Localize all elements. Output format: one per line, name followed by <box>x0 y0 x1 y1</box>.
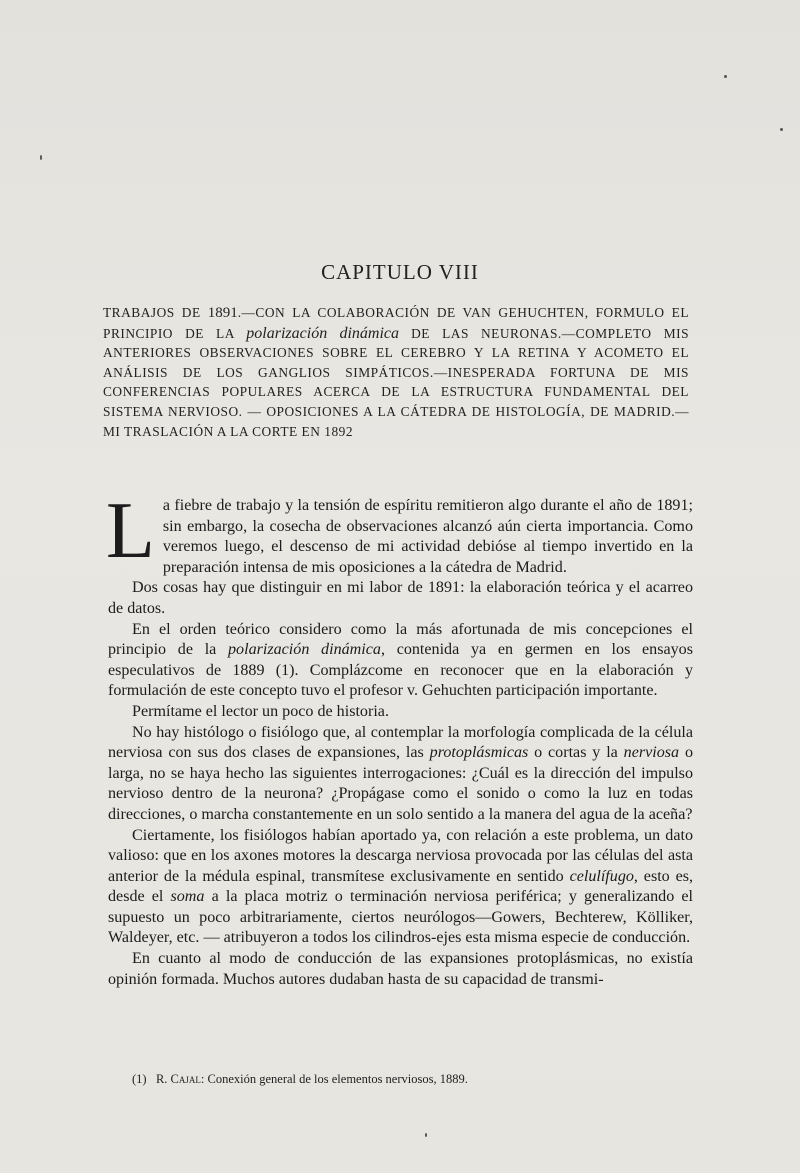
p3-text-a: En el orden teórico considero como la más afortunada de mis concepciones el principio de la <box>108 620 693 659</box>
paragraph-3 <box>108 620 693 702</box>
footnote-author: R. Cajal: <box>155 1072 205 1086</box>
p6-text-c: , esto es, desde el <box>108 867 693 906</box>
paragraph-4: Permítame el lector un poco de historia. <box>132 702 389 720</box>
p5-italic-b: protoplásmicas <box>429 744 529 762</box>
p6-italic-d: soma <box>170 888 205 906</box>
footnote-text: Conexión general de los elementos nerviosos, 1889. <box>207 1072 468 1086</box>
p6-text-e: a la placa motriz o terminación nerviosa periférica; y generalizando el supuesto un poco arbitrariamente, ciertos neurólogos—Gowers, Bechterew, Kölliker, Waldeyer, etc. — atribuyeron a todos los cilindros-ejes esta misma especie de conducción. <box>108 888 693 947</box>
p5-text-c: o cortas y la <box>528 744 624 762</box>
scan-speck <box>780 128 783 131</box>
p6-italic-b: celulífugo <box>569 867 634 885</box>
scan-speck <box>724 75 727 78</box>
scan-speck <box>425 1133 427 1137</box>
paragraph-5 <box>108 723 693 826</box>
paragraph-1 <box>106 487 693 578</box>
paragraph-6 <box>108 826 693 950</box>
p5-italic-d: nerviosa <box>623 744 680 762</box>
paragraph-1-text: a fiebre de trabajo y la tensión de espíritu remitieron algo durante el año de 1891; sin embargo, la cosecha de observaciones alcanzó aún cierta importancia. Como veremos luego, el descenso de mi actividad debióse al tiempo invertido en la preparación intensa de mis oposiciones a la cátedra de Madrid. <box>162 497 693 576</box>
chapter-title: CAPITULO VIII <box>321 260 479 284</box>
p6-text-a: Ciertamente, los fisiólogos habían aportado ya, con relación a este problema, un dato valioso: que en los axones motores la descarga nerviosa provocada por las células del asta anterior de la médula espinal, transmítese exclusivamente en sentido <box>108 826 693 885</box>
p3-italic: polarización dinámica <box>228 641 381 659</box>
drop-cap: L <box>106 487 155 575</box>
footnote <box>132 1072 692 1087</box>
summary-part2: .—CON LA COLABORACIÓN DE VAN GEHUCHTEN, FORMULO EL PRINCIPIO DE LA <box>103 305 689 341</box>
summary-year: 1891 <box>207 305 238 321</box>
p5-text-e: o larga, no se haya hecho las siguientes interrogaciones: ¿Cuál es la dirección del impulso nervioso dentro de la neurona? ¿Propágase como el sonido o como la luz en todas direcciones, o marcha constantemente en un solo sentido a la manera del agua de la aceña? <box>108 744 694 823</box>
chapter-body <box>106 487 694 990</box>
p3-text-c: , contenida ya en germen en los ensayos especulativos de 1889 (1). Complázcome en reconocer que en la elaboración y formulación de este concepto tuvo el profesor v. Gehuchten participación importante. <box>108 641 693 700</box>
bleed-through-text <box>110 128 700 147</box>
paragraph-2: Dos cosas hay que distinguir en mi labor de 1891: la elaboración teórica y el acarreo de datos. <box>108 579 693 617</box>
scan-speck <box>40 155 42 160</box>
summary-part3: DE LAS NEURONAS.—COMPLETO MIS ANTERIORES OBSERVACIONES SOBRE EL CEREBRO Y LA RETINA Y ACOMETO EL ANÁLISIS DE LOS GANGLIOS SIMPÁTICOS.—INESPERADA FORTUNA DE MIS CONFERENCIAS POPULARES ACERCA DE LA ESTRUCTURA FUNDAMENTAL DEL SISTEMA NERVIOSO. — OPOSICIONES A LA CÁTEDRA DE HISTOLOGÍA, DE MADRID.—MI TRASLACIÓN A LA CORTE EN 1892 <box>103 325 690 439</box>
summary-italic: polarización dinámica <box>246 324 400 342</box>
summary-part1: TRABAJOS DE <box>103 305 208 320</box>
p5-text-a: No hay histólogo o fisiólogo que, al contemplar la morfología complicada de la célula nerviosa con sus dos clases de expansiones, las <box>108 723 693 762</box>
footnote-mark: (1) <box>132 1072 147 1086</box>
paragraph-7: En cuanto al modo de conducción de las expansiones protoplásmicas, no existía opinión formada. Muchos autores dudaban hasta de su capacidad de transmi- <box>108 950 693 988</box>
chapter-summary <box>103 303 689 441</box>
